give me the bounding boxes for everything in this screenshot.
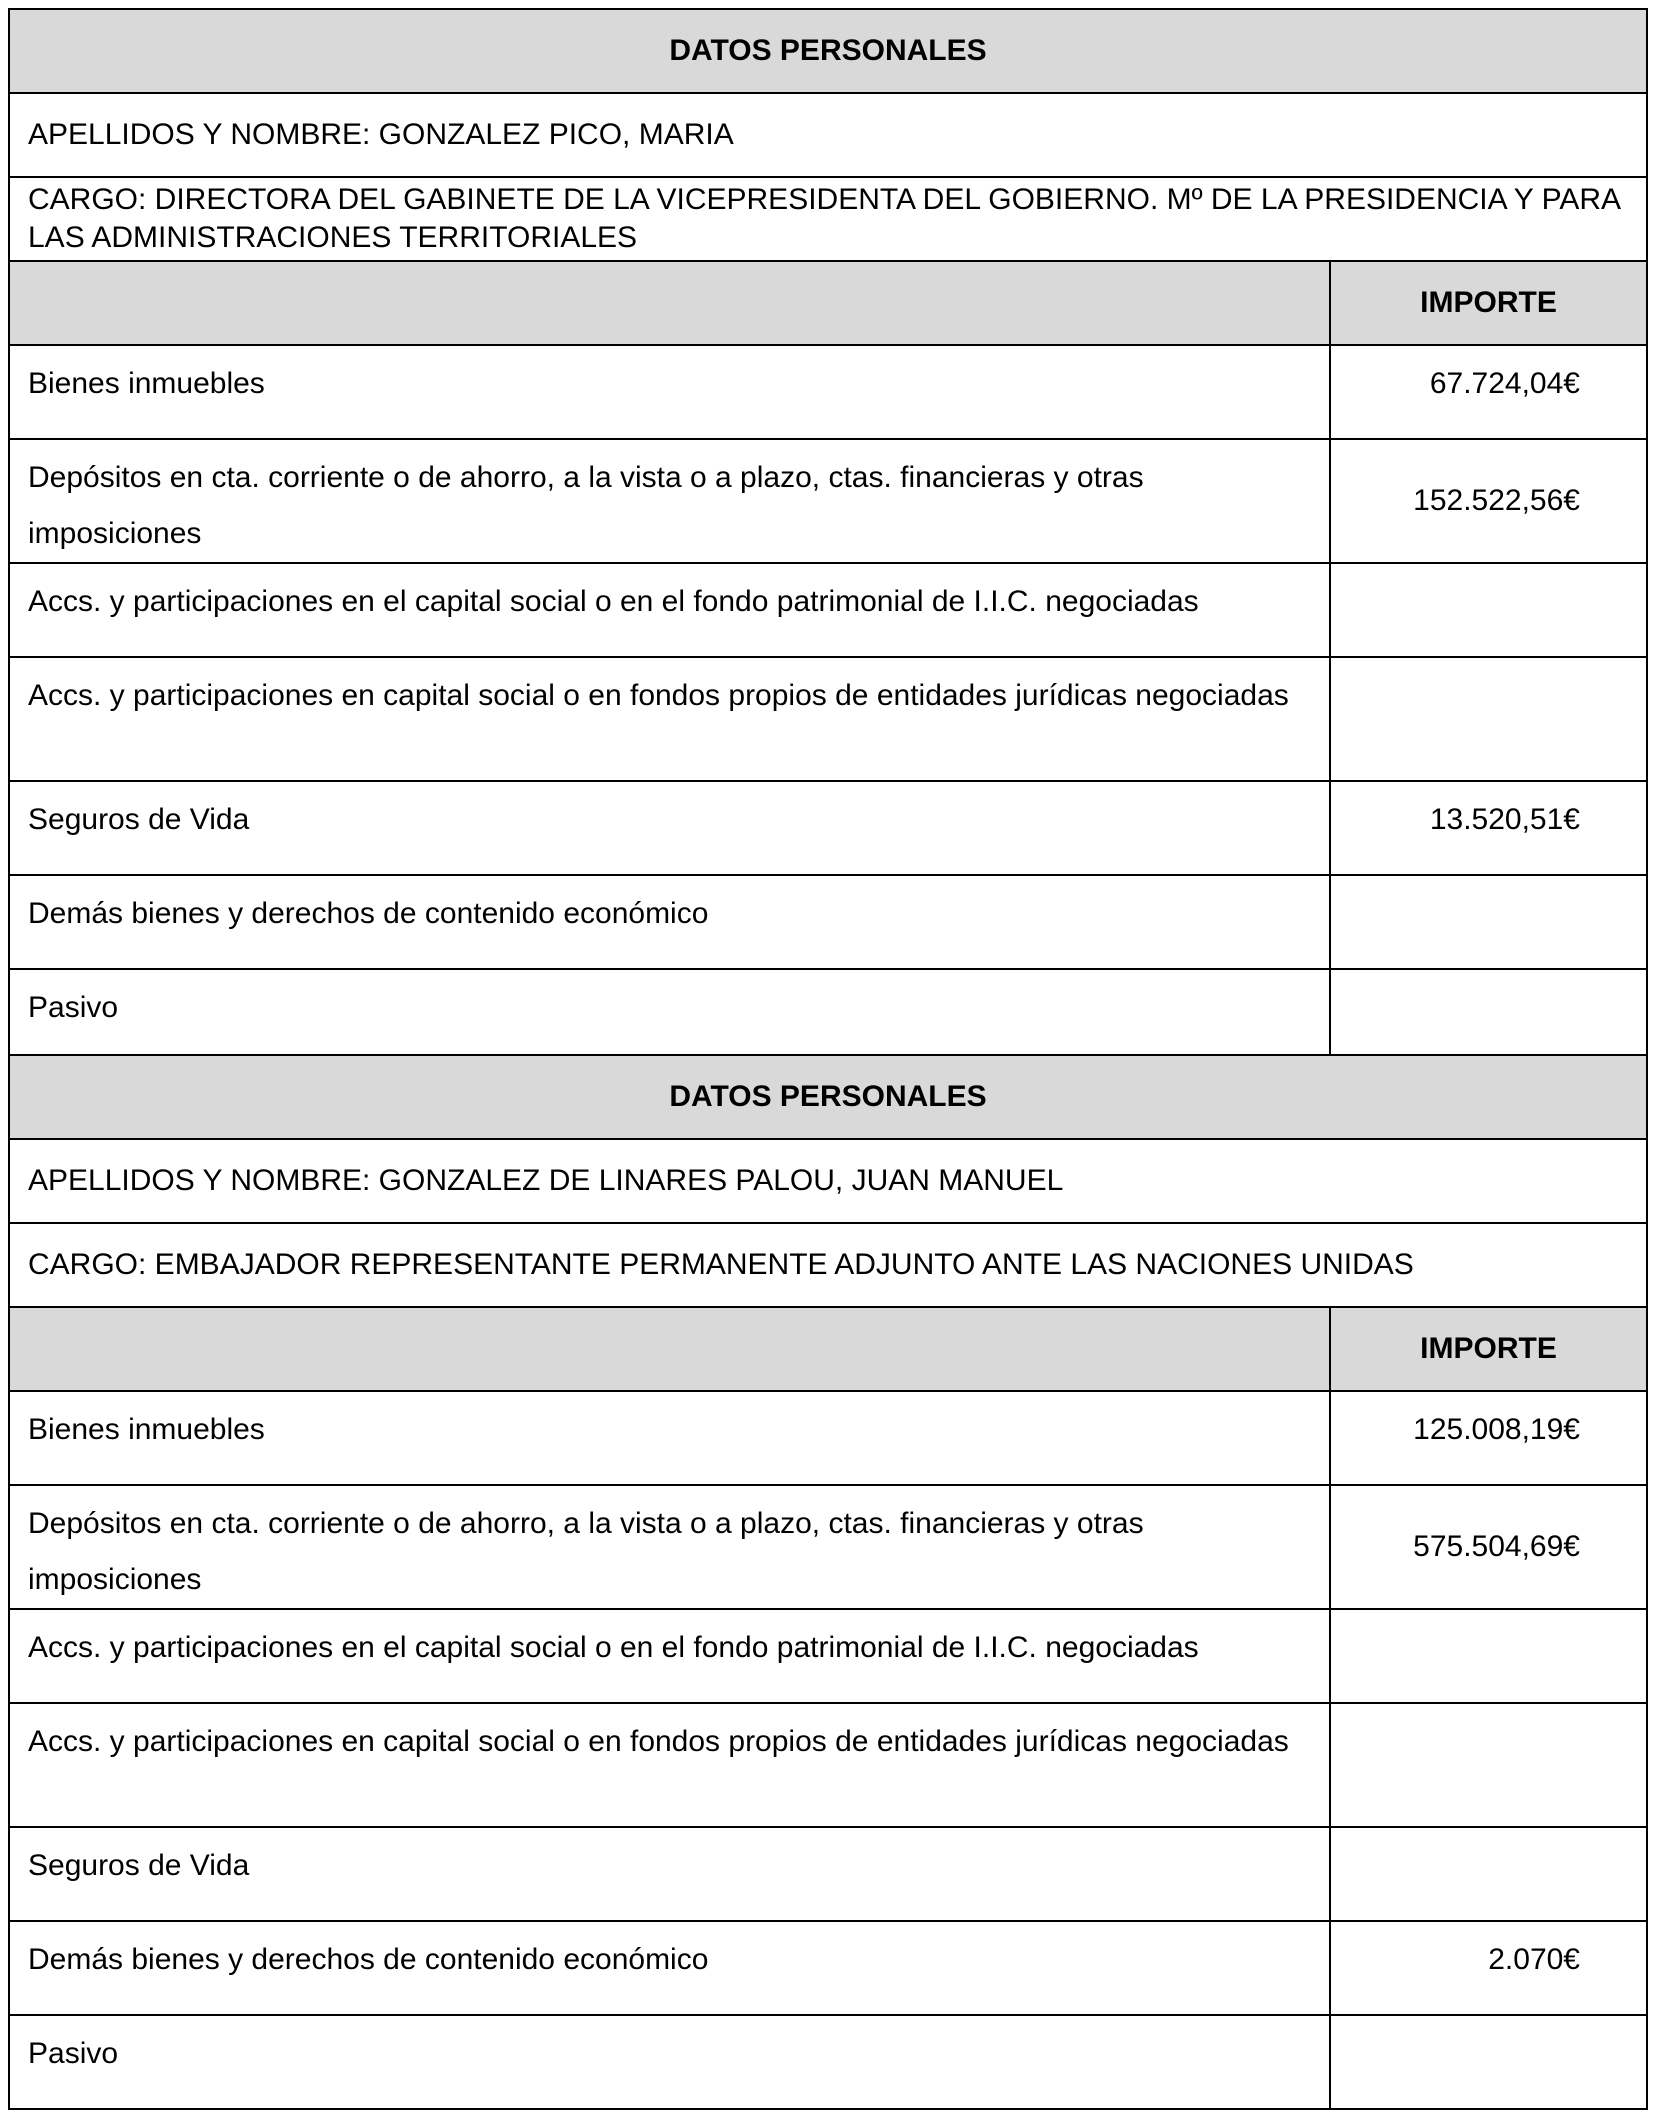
table-row: [9, 1485, 1647, 1609]
name-row: [9, 93, 1647, 177]
cargo-line: CARGO: DIRECTORA DEL GABINETE DE LA VICEPRESIDENTA DEL GOBIERNO. Mº DE LA PRESIDENCIA Y PARA LAS ADMINISTRACIONES TERRITORIALES: [9, 177, 1647, 261]
blank-header-cell: [9, 1307, 1330, 1391]
item-label: Accs. y participaciones en capital social o en fondos propios de entidades jurídicas negociadas: [9, 657, 1330, 781]
personal-data-table: [8, 1054, 1648, 2110]
item-label: Depósitos en cta. corriente o de ahorro, a la vista o a plazo, ctas. financieras y otras imposiciones: [9, 439, 1330, 563]
item-amount: 125.008,19€: [1330, 1391, 1647, 1485]
item-label: Pasivo: [9, 969, 1330, 1063]
item-amount: 67.724,04€: [1330, 345, 1647, 439]
name-line: APELLIDOS Y NOMBRE: GONZALEZ DE LINARES PALOU, JUAN MANUEL: [9, 1139, 1647, 1223]
table-row: [9, 563, 1647, 657]
table-row: [9, 1391, 1647, 1485]
item-label: Accs. y participaciones en el capital social o en el fondo patrimonial de I.I.C. negociadas: [9, 563, 1330, 657]
item-amount: 13.520,51€: [1330, 781, 1647, 875]
amount-header-row: [9, 261, 1647, 345]
section-header-row: [9, 9, 1647, 93]
item-amount: [1330, 2015, 1647, 2109]
item-label: Bienes inmuebles: [9, 1391, 1330, 1485]
cargo-line: CARGO: EMBAJADOR REPRESENTANTE PERMANENTE ADJUNTO ANTE LAS NACIONES UNIDAS: [9, 1223, 1647, 1307]
table-row: [9, 969, 1647, 1063]
item-label: Bienes inmuebles: [9, 345, 1330, 439]
section-header-row: [9, 1055, 1647, 1139]
blank-header-cell: [9, 261, 1330, 345]
item-label: Seguros de Vida: [9, 781, 1330, 875]
item-label: Pasivo: [9, 2015, 1330, 2109]
item-amount: [1330, 1609, 1647, 1703]
item-label: Accs. y participaciones en el capital social o en el fondo patrimonial de I.I.C. negociadas: [9, 1609, 1330, 1703]
item-label: Seguros de Vida: [9, 1827, 1330, 1921]
item-amount: [1330, 1703, 1647, 1827]
item-label: Demás bienes y derechos de contenido económico: [9, 875, 1330, 969]
table-row: [9, 1703, 1647, 1827]
item-amount: 2.070€: [1330, 1921, 1647, 2015]
name-line: APELLIDOS Y NOMBRE: GONZALEZ PICO, MARIA: [9, 93, 1647, 177]
item-label: Demás bienes y derechos de contenido económico: [9, 1921, 1330, 2015]
item-label: Accs. y participaciones en capital social o en fondos propios de entidades jurídicas negociadas: [9, 1703, 1330, 1827]
item-amount: [1330, 563, 1647, 657]
item-amount: [1330, 875, 1647, 969]
table-row: [9, 875, 1647, 969]
amount-header: IMPORTE: [1330, 1307, 1647, 1391]
item-label: Depósitos en cta. corriente o de ahorro, a la vista o a plazo, ctas. financieras y otras imposiciones: [9, 1485, 1330, 1609]
item-amount: [1330, 969, 1647, 1063]
table-row: [9, 657, 1647, 781]
amount-header: IMPORTE: [1330, 261, 1647, 345]
section-title: DATOS PERSONALES: [9, 9, 1647, 93]
table-row: [9, 781, 1647, 875]
cargo-row: [9, 1223, 1647, 1307]
amount-header-row: [9, 1307, 1647, 1391]
table-row: [9, 1827, 1647, 1921]
item-amount: [1330, 1827, 1647, 1921]
cargo-row: [9, 177, 1647, 261]
item-amount: [1330, 657, 1647, 781]
personal-data-table: [8, 8, 1648, 1064]
table-row: [9, 439, 1647, 563]
table-row: [9, 345, 1647, 439]
item-amount: 575.504,69€: [1330, 1485, 1647, 1609]
table-row: [9, 2015, 1647, 2109]
table-row: [9, 1609, 1647, 1703]
name-row: [9, 1139, 1647, 1223]
item-amount: 152.522,56€: [1330, 439, 1647, 563]
section-title: DATOS PERSONALES: [9, 1055, 1647, 1139]
table-row: [9, 1921, 1647, 2015]
